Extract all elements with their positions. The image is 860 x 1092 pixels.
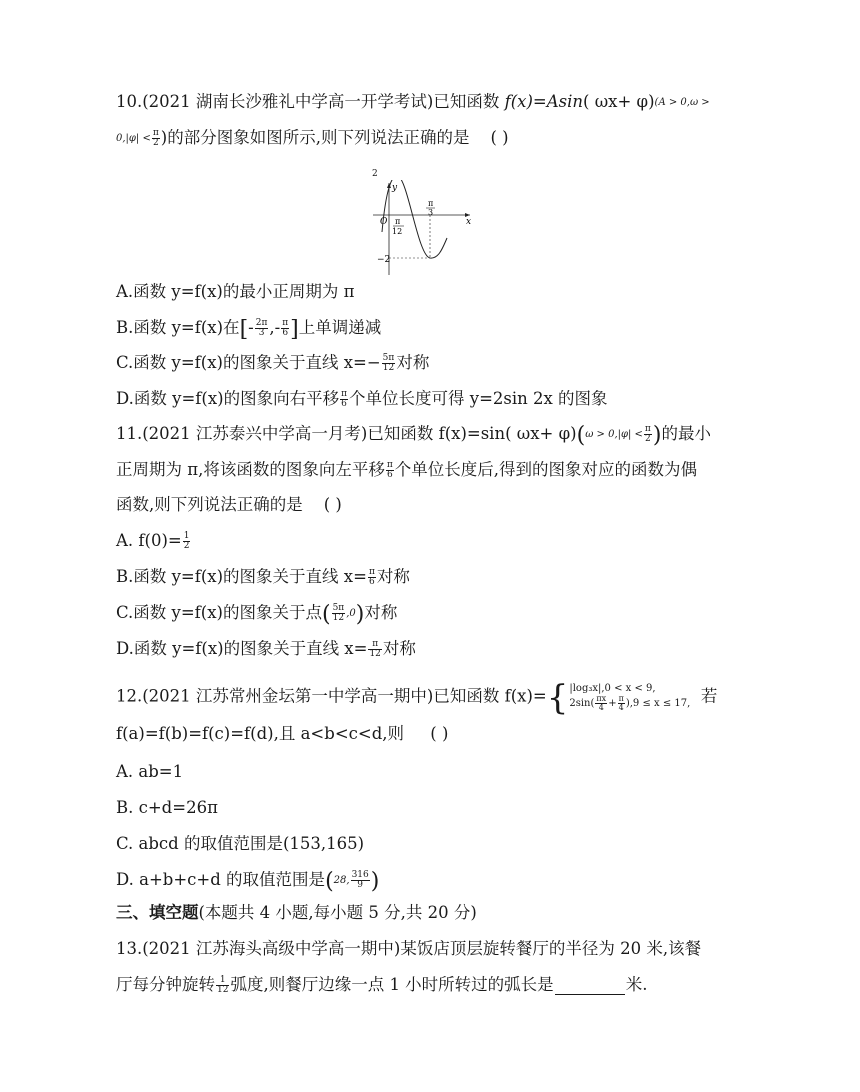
tick-pi3-den: 3 [428, 208, 434, 217]
opt-text: ,0 [346, 608, 356, 619]
opt-text: A. f(0)= [116, 531, 182, 550]
frac [340, 390, 348, 409]
frac-den: 9 [357, 880, 364, 890]
q12-option-b: B. c+d=26π [116, 798, 218, 817]
opt-text: B.函数 y=f(x)的图象关于直线 x= [116, 567, 367, 586]
paren: ) [652, 423, 662, 448]
opt-text: 对称 [382, 639, 416, 658]
q12-line2 [116, 724, 448, 744]
frac-den: 6 [341, 399, 347, 409]
frac-num: 1 [216, 976, 229, 986]
q10-cond-frac [152, 129, 160, 148]
frac [351, 871, 370, 890]
frac-den: 12 [217, 985, 229, 995]
q10-source: 10.(2021 湖南长沙雅礼中学高一开学考试)已知函数 [116, 92, 505, 111]
q11-option-b [116, 567, 410, 587]
frac [368, 640, 381, 659]
origin-label: O [380, 217, 388, 227]
frac-den: 12 [332, 613, 345, 623]
opt-text: 28, [333, 875, 350, 886]
frac-den: 2 [152, 138, 159, 148]
frac [595, 695, 607, 712]
q12-option-d [116, 870, 379, 892]
y-axis-label: y [392, 183, 398, 193]
q12-answer-paren: ( ) [430, 724, 449, 743]
frac-den: 2 [183, 541, 190, 551]
opt-text: 上单调递减 [298, 318, 382, 337]
frac-num: 316 [351, 870, 369, 880]
q11-line1 [116, 424, 711, 446]
q13-stem: 弧度,则餐厅边缘一点 1 小时所转过的弧长是 [230, 975, 554, 994]
section-heading [116, 903, 477, 923]
q11-stem: 11.(2021 江苏泰兴中学高一月考)已知函数 f(x)=sin( ωx+ φ) [116, 424, 577, 443]
tick-pi12-den: 12 [392, 227, 403, 236]
frac [382, 354, 396, 373]
brace: { [546, 677, 569, 718]
q11-stem: 的最小 [661, 424, 711, 443]
q13-line1: 13.(2021 江苏海头高级中学高一期中)某饭店顶层旋转餐厅的半径为 20 米,该餐 [116, 939, 702, 958]
q12-stem: 12.(2021 江苏常州金坛第一中学高一期中)已知函数 f(x)= [116, 686, 547, 706]
q10-cond2: 0,|φ| < [116, 133, 151, 144]
frac [281, 319, 289, 338]
case-text: + [608, 698, 617, 709]
bracket: ] [290, 317, 299, 342]
bracket: [ [239, 317, 249, 342]
frac-den: 6 [282, 328, 289, 338]
frac [255, 319, 269, 338]
frac-den: 3 [258, 328, 265, 338]
q10-option-a: A.函数 y=f(x)的最小正周期为 π [116, 282, 355, 301]
frac-den: 12 [369, 649, 381, 659]
q12-stem: 若 [700, 686, 718, 706]
answer-blank[interactable] [555, 976, 625, 995]
case2: 2sin( $\frac{\pi x}{4}$ + $\frac{\pi}{4}$ ),9 ≤ x ≤ 17, [569, 694, 691, 712]
opt-text: D. a+b+c+d 的取值范围是 [116, 870, 326, 889]
frac-den: 4 [618, 703, 624, 712]
frac [386, 461, 394, 480]
frac [216, 976, 229, 995]
case-text: ,9 ≤ x ≤ 17, [629, 698, 691, 709]
section-note: (本题共 4 小题,每小题 5 分,共 20 分) [198, 903, 477, 922]
q10-inner: ( ωx+ φ) [583, 92, 655, 111]
frac-num: π [341, 389, 347, 399]
graph-ymax: 2 [372, 169, 378, 179]
frac-num: π [368, 640, 381, 650]
frac-num: π [618, 694, 624, 703]
q11-answer-paren: ( ) [323, 495, 342, 514]
paren: ) [355, 602, 365, 627]
case-text: 2sin [569, 698, 591, 709]
opt-text: 对称 [396, 353, 430, 372]
q11-line3 [116, 495, 342, 515]
opt-text: D.函数 y=f(x)的图象向右平移 [116, 389, 340, 408]
frac [183, 532, 191, 551]
q10-option-c [116, 353, 429, 373]
q11-option-c [116, 603, 397, 625]
frac-num: π [644, 424, 651, 434]
piecewise [569, 682, 690, 712]
q10-fx: f(x) [504, 92, 533, 111]
q12-option-c: C. abcd 的取值范围是(153,165) [116, 834, 365, 853]
opt-text: 对称 [364, 603, 398, 622]
q10-line2 [116, 128, 509, 149]
case1: |log₃x|,0 < x < 9, [569, 683, 656, 694]
frac-num: 1 [183, 531, 190, 541]
frac [368, 568, 376, 587]
section-title: 三、填空题 [116, 903, 199, 922]
x-axis-label: x [466, 217, 472, 227]
frac-num: 5π [332, 603, 345, 613]
frac [332, 604, 346, 623]
frac-num: 2π [255, 318, 268, 328]
opt-text: B.函数 y=f(x)在 [116, 318, 240, 337]
q13-line2 [116, 975, 647, 995]
q10-answer-paren: ( ) [490, 128, 509, 147]
paren: ( [576, 423, 586, 448]
q10-cond1: (A > 0,ω > [654, 97, 710, 108]
q12-stem: f(a)=f(b)=f(c)=f(d),且 a<b<c<d,则 [116, 724, 405, 743]
q11-line2 [116, 460, 697, 480]
q13-stem: 厅每分钟旋转 [116, 975, 215, 994]
q10-line1 [116, 92, 710, 113]
frac [644, 425, 652, 444]
q12-option-a: A. ab=1 [116, 762, 184, 781]
tick-pi3-num: π [428, 199, 434, 208]
q11-option-a [116, 531, 191, 551]
q12-line1 [116, 677, 718, 718]
frac-den: 6 [369, 577, 375, 587]
frac [618, 695, 625, 712]
frac-den: 12 [382, 363, 395, 373]
q13-stem: 米. [625, 975, 648, 994]
paren: ) [370, 869, 380, 894]
q10-stem-end: )的部分图象如图所示,则下列说法正确的是 [160, 128, 470, 147]
q11-stem: 个单位长度后,得到的图象对应的函数为偶 [394, 460, 698, 479]
frac-num: 5π [382, 353, 395, 363]
q11-stem: 正周期为 π,将该函数的图象向左平移 [116, 460, 385, 479]
frac-num: π [368, 567, 375, 577]
opt-text: D.函数 y=f(x)的图象关于直线 x= [116, 639, 368, 658]
q10-eq: =Asin [532, 92, 584, 111]
opt-text: C.函数 y=f(x)的图象关于点 [116, 603, 322, 622]
frac-num: π [152, 128, 159, 138]
q10-option-d [116, 389, 608, 409]
q11-stem: 函数,则下列说法正确的是 [116, 495, 303, 514]
paren: ( [321, 602, 331, 627]
opt-text: 个单位长度可得 y=2sin 2x 的图象 [349, 389, 608, 408]
q11-option-d [116, 639, 416, 659]
frac-num: πx [596, 694, 607, 703]
q11-cond: ω > 0,|φ| < [585, 429, 643, 440]
y-min-label: −2 [377, 255, 391, 265]
opt-text: 对称 [376, 567, 410, 586]
frac-num: π [282, 318, 289, 328]
opt-text: C.函数 y=f(x)的图象关于直线 x=− [116, 353, 381, 372]
q10-option-b: B.函数 y=f(x)在[- $\frac{2\pi}{3}$ ,- $\frac{\pi}{6}$ ]上单调递减 [116, 317, 382, 342]
frac-den: 6 [386, 470, 393, 480]
frac-den: 4 [598, 703, 604, 712]
q10-function-graph [368, 180, 478, 280]
paren: ( [325, 869, 334, 894]
tick-pi12-num: π [395, 217, 401, 226]
frac-num: π [386, 460, 393, 470]
frac-den: 2 [645, 434, 651, 444]
